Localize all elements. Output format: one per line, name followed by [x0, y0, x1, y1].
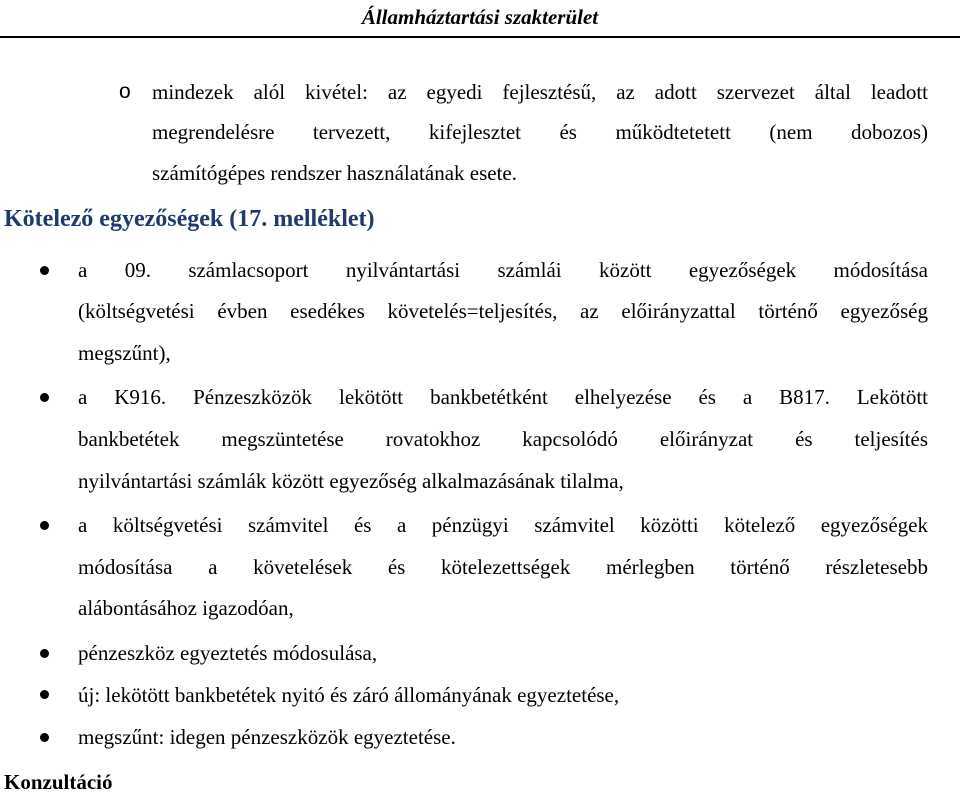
bullet-line: pénzeszköz egyeztetés módosulása, — [78, 641, 378, 665]
bullet-icon — [40, 690, 49, 699]
bullet-icon — [40, 649, 49, 658]
bullet-line: a költségvetési számvitel és a pénzügyi számvitel közötti kötelező egyezőségek — [78, 513, 928, 537]
bullet-line: a K916. Pénzeszközök lekötött bankbetétként elhelyezése és a B817. Lekötött — [78, 385, 928, 409]
bullet-line: megszűnt), — [78, 341, 171, 365]
sub-list-line: mindezek alól kivétel: az egyedi fejlesztésű, az adott szervezet által leadott — [152, 80, 928, 104]
bullet-line: nyilvántartási számlák között egyezőség alkalmazásának tilalma, — [78, 469, 624, 493]
bullet-line: módosítása a követelések és kötelezettségek mérlegben történő részletesebb — [78, 555, 928, 579]
page-header — [0, 0, 960, 38]
bullet-line: (költségvetési évben esedékes követelés=teljesítés, az előirányzattal történő egyezőség — [78, 299, 928, 323]
sub-list-line: megrendelésre tervezett, kifejlesztet és működtetetett (nem dobozos) — [152, 120, 928, 144]
bullet-icon — [40, 521, 49, 530]
bullet-line: a 09. számlacsoport nyilvántartási számlái között egyezőségek módosítása — [78, 258, 928, 282]
bullet-line: alábontásához igazodóan, — [78, 596, 294, 620]
bullet-line: új: lekötött bankbetétek nyitó és záró állományának egyeztetése, — [78, 683, 620, 707]
bullet-icon — [40, 393, 49, 402]
section-heading: Kötelező egyezőségek (17. melléklet) — [4, 206, 375, 232]
bullet-line: bankbetétek megszüntetése rovatokhoz kapcsolódó előirányzat és teljesítés — [78, 427, 928, 451]
footer-heading: Konzultáció — [4, 770, 113, 794]
header-title: Államháztartási szakterület — [361, 5, 599, 29]
list-marker-o: o — [119, 80, 131, 103]
sub-list-line: számítógépes rendszer használatának esete. — [152, 161, 517, 185]
bullet-icon — [40, 266, 49, 275]
bullet-line: megszűnt: idegen pénzeszközök egyeztetése. — [78, 725, 456, 749]
bullet-icon — [40, 733, 49, 742]
